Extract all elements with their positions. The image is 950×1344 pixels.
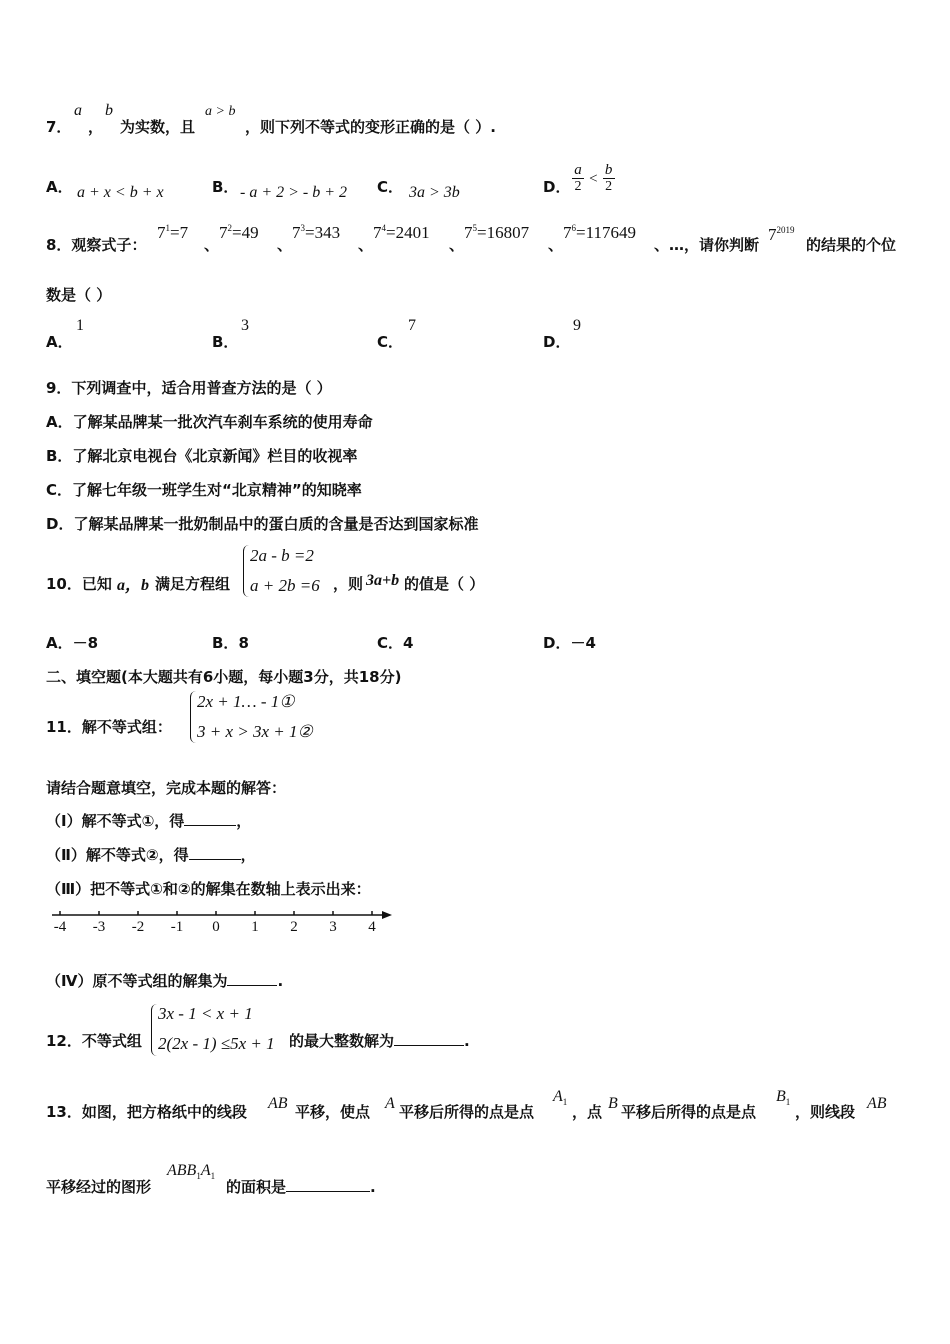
q9-option-c: C．了解七年级一班学生对“北京精神”的知晓率 — [46, 481, 362, 499]
q10-equation-2: a + 2b =6 — [250, 576, 320, 595]
q8-power-3: $7^3=343$ — [292, 223, 341, 242]
q12-system-brace — [151, 1004, 158, 1056]
q7-option-b-label: B． — [212, 178, 239, 196]
q13-stem-2: 平移经过的图形 — [46, 1178, 152, 1196]
number-line-tick-label: 1 — [251, 919, 259, 935]
q8-text-2: 的结果的个位 — [806, 236, 897, 254]
q13-point-a: A — [385, 1095, 395, 1112]
q7-option-d-label: D． — [543, 178, 571, 196]
q13-shape: $ABB_1A_1$ — [167, 1162, 216, 1182]
number-line-tick-label: 3 — [329, 919, 337, 935]
q7-option-d: $\frac{a}{2}$ < $\frac{b}{2}$ — [572, 162, 615, 195]
q11-step-2: （Ⅱ）解不等式②，得 ， — [46, 846, 256, 864]
q8-option-a: 1 — [76, 317, 84, 334]
q10-text-3: 的值是（ ） — [404, 575, 485, 593]
q11-intro: 请结合题意填空，完成本题的解答： — [46, 779, 287, 797]
number-line-tick-label: -3 — [92, 919, 106, 935]
q13-segment-ab: AB — [268, 1095, 288, 1112]
number-line-tick-label: -2 — [131, 919, 145, 935]
q8-stem-line-2: 数是（ ） — [46, 286, 112, 304]
number-line-tick-label: -4 — [53, 919, 67, 935]
number-line-tick-label: 0 — [212, 919, 220, 935]
q13-point-b1: $B_1$ — [776, 1088, 791, 1108]
number-line-tick-label: 4 — [368, 919, 376, 935]
q7-option-a: a + x < b + x — [77, 184, 164, 201]
q9-option-b: B．了解北京电视台《北京新闻》栏目的收视率 — [46, 447, 358, 465]
q8-option-b-label: B． — [212, 333, 239, 351]
q7-option-c: 3a > 3b — [409, 184, 460, 201]
q11-step-1: （Ⅰ）解不等式①，得 ， — [46, 812, 252, 830]
q11-step-3: （Ⅲ）把不等式①和②的解集在数轴上表示出来： — [46, 880, 371, 898]
q10-system-brace — [243, 545, 250, 597]
q8-text-1: 、…，请你判断 — [654, 236, 760, 254]
q11-inequality-2: 3 + x > 3x + 1② — [197, 722, 313, 741]
q7-condition: a > b — [205, 104, 236, 119]
q10-option-d: D．－4 — [543, 634, 596, 652]
q10-text-1: 满足方程组 — [155, 575, 231, 593]
q13-text: 的面积是 . — [226, 1178, 376, 1196]
q11-step-4: （Ⅳ）原不等式组的解集为 . — [46, 972, 284, 990]
q7-option-a-label: A． — [46, 178, 73, 196]
q10-equation-1: 2a - b =2 — [250, 546, 314, 565]
q8-option-a-label: A． — [46, 333, 73, 351]
q13-point-b: B — [608, 1095, 618, 1112]
q13-blank[interactable] — [286, 1177, 370, 1192]
q13-segment-ab-2: AB — [867, 1095, 887, 1112]
section-heading-fill-in: 二、填空题(本大题共有6小题，每小题3分，共18分) — [46, 668, 402, 686]
q11-number: 11．解不等式组： — [46, 718, 172, 736]
q12-inequality-2: 2(2x - 1) ≤5x + 1 — [158, 1034, 275, 1053]
q12-inequality-1: 3x - 1 < x + 1 — [158, 1004, 253, 1023]
q7-var-a: a — [74, 102, 82, 119]
q7-option-b: - a + 2 > - b + 2 — [240, 184, 348, 201]
q12-blank[interactable] — [394, 1031, 464, 1046]
q8-power-5: $7^5=16807$ — [464, 223, 530, 242]
q12-number: 12．不等式组 — [46, 1032, 142, 1050]
q8-power-6: $7^6=117649$ — [563, 223, 636, 242]
number-line-tick-label: -1 — [170, 919, 184, 935]
q12-text: 的最大整数解为 . — [289, 1032, 470, 1050]
number-line — [50, 906, 395, 942]
q8-target-power: $7^{2019}$ — [768, 225, 795, 244]
q9-option-d: D．了解某品牌某一批奶制品中的蛋白质的含量是否达到国家标准 — [46, 515, 479, 533]
q8-option-b: 3 — [241, 317, 249, 334]
q8-power-1: $7^1=7$ — [157, 223, 189, 242]
q11-inequality-1: 2x + 1… - 1① — [197, 692, 295, 711]
q11-blank-1[interactable] — [184, 811, 236, 826]
q9-stem: 9．下列调查中，适合用普查方法的是（ ） — [46, 379, 332, 397]
number-line-tick-label: 2 — [290, 919, 298, 935]
q10-option-b: B．8 — [212, 634, 249, 652]
q7-comma: ， — [88, 118, 104, 136]
q10-option-a: A．－8 — [46, 634, 99, 652]
q7-number: 7． — [46, 118, 72, 136]
q8-option-d-label: D． — [543, 333, 571, 351]
q10-expression: 3a+b — [366, 572, 400, 589]
q7-text-2: ，则下列不等式的变形正确的是（ ）. — [245, 118, 496, 136]
q11-blank-4[interactable] — [227, 971, 277, 986]
q8-option-c-label: C． — [377, 333, 404, 351]
q8-power-2: $7^2=49$ — [219, 223, 259, 242]
q8-power-4: $7^4=2401$ — [373, 223, 430, 242]
q11-blank-2[interactable] — [189, 845, 241, 860]
q7-var-b: b — [105, 102, 113, 119]
q13-stem-1: 13．如图，把方格纸中的线段 — [46, 1103, 247, 1121]
q10-text-2: ，则 — [333, 575, 364, 593]
q9-option-a: A．了解某品牌某一批次汽车刹车系统的使用寿命 — [46, 413, 373, 431]
q13-point-a1: $A_1$ — [553, 1088, 568, 1108]
q7-option-c-label: C． — [377, 178, 404, 196]
q7-text-1: 为实数，且 — [120, 118, 196, 136]
q8-option-c: 7 — [408, 317, 416, 334]
q10-option-c: C．4 — [377, 634, 414, 652]
q11-system-brace — [190, 691, 197, 743]
q8-option-d: 9 — [573, 317, 581, 334]
q10-number: 10．已知 — [46, 575, 112, 593]
q8-stem: 8．观察式子： — [46, 236, 147, 254]
q10-vars: a，b — [117, 577, 150, 594]
